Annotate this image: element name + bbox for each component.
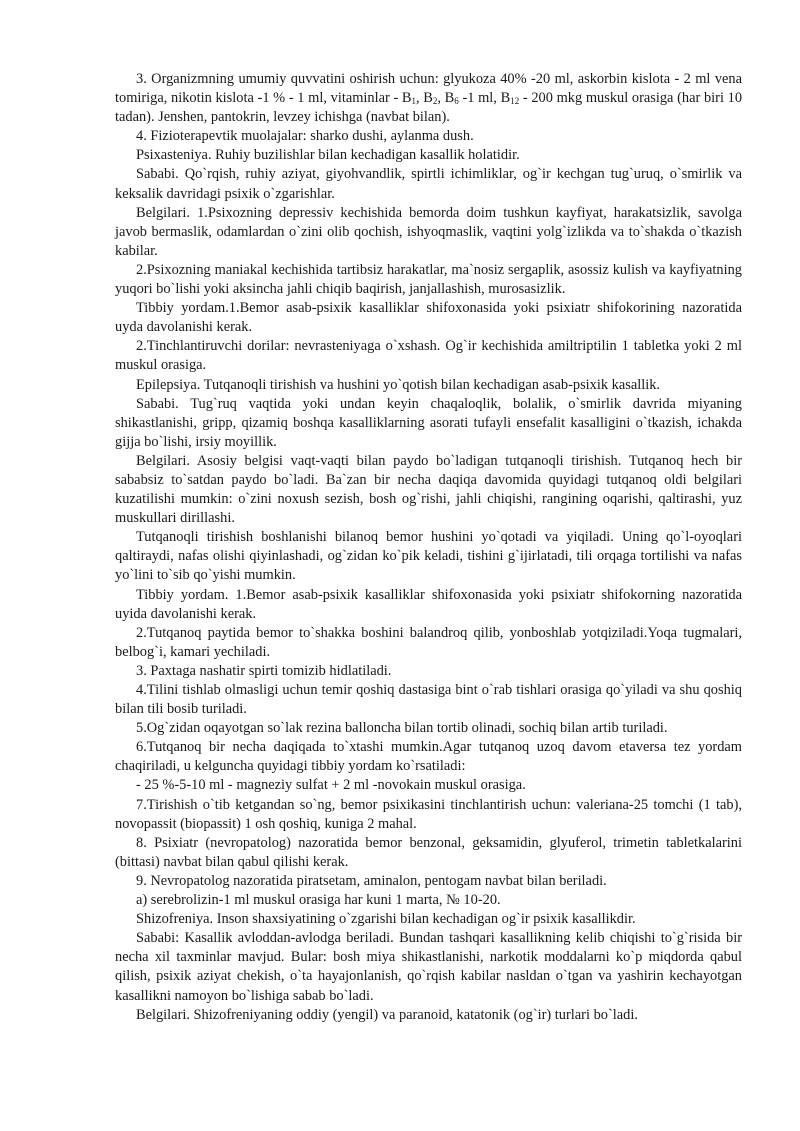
paragraph-psychasthenia-heading: Psixasteniya. Ruhiy buzilishlar bilan kechadigan kasallik holatidir. [136, 147, 520, 164]
paragraph-epilepsy-care-3: 3. Paxtaga nashatir spirti tomizib hidlatiladi. [136, 662, 392, 679]
paragraph-physiotherapy: 4. Fizioterapevtik muolajalar: sharko dushi, aylanma dush. [136, 128, 474, 145]
paragraph-epilepsy-care-4: 4.Tilini tishlab olmasligi uchun temir qoshiq dastasiga bint o`rab tishlari orasiga qo`yiladi va shu qoshiq bilan tili bosib turiladi. [115, 682, 742, 718]
paragraph-epilepsy-care-9: 9. Nevropatolog nazoratida piratsetam, aminalon, pentogam navbat bilan beriladi. [136, 872, 607, 889]
paragraph-psychasthenia-care-2: 2.Tinchlantiruvchi dorilar: nevrasteniyaga o`xshash. Og`ir kechishida amiltriptilin 1 tabletka yoki 2 ml muskul orasiga. [115, 338, 742, 374]
paragraph-psychasthenia-care-1: Tibbiy yordam.1.Bemor asab-psixik kasalliklar shifoxonasida yoki psixiatr shifokorining nazoratida uyda davolanishi kerak. [115, 300, 742, 336]
paragraph-epilepsy-care-9a: a) serebrolizin-1 ml muskul orasiga har kuni 1 marta, № 10-20. [136, 892, 501, 909]
paragraph-psychasthenia-signs-manic: 2.Psixozning maniakal kechishida tartibsiz harakatlar, ma`nosiz sergaplik, asossiz kulish va kayfiyatning yuqori bo`lishi yoki aksincha jahli chiqib baqirish, janjallashish, murosasizlik. [115, 261, 742, 298]
paragraph-epilepsy-care-8: 8. Psixiatr (nevropatolog) nazoratida bemor benzonal, geksamidin, glyuferol, trimetin tabletkalarini (bittasi) navbat bilan qabul qilishi kerak. [115, 834, 742, 870]
paragraph-epilepsy-care-dose: - 25 %-5-10 ml - magneziy sulfat + 2 ml -novokain muskul orasiga. [136, 777, 526, 794]
paragraph-schizophrenia-heading: Shizofreniya. Inson shaxsiyatining o`zgarishi bilan kechadigan og`ir psixik kasallikdir. [136, 911, 636, 928]
paragraph-epilepsy-care-5: 5.Og`zidan oqayotgan so`lak rezina ballonchа bilan tortib olinadi, sochiq bilan artib turiladi. [136, 720, 668, 737]
document-page [115, 70, 742, 1025]
paragraph-epilepsy-heading: Epilepsiya. Tutqanoqli tirishish va hushini yo`qotish bilan kechadigan asab-psixik kasallik. [136, 376, 661, 393]
paragraph-epilepsy-care-1: Tibbiy yordam. 1.Bemor asab-psixik kasalliklar shifoxonasida yoki psixiatr shifokorning nazoratida uyida davolanishi kerak. [115, 586, 742, 622]
paragraph-epilepsy-signs: Belgilari. Asosiy belgisi vaqt-vaqti bilan paydo bo`ladigan tutqanoqli tirishish. Tutqanoq hech bir sababsiz to`satdan paydo bo`ladi. Ba`zan bir necha daqiqa davomida quyidagi tutqanoq oldi belgilari kuzatilishi mumkin: o`zini noxush sezish, bosh og`rishi, jahli chiqishi, rangining oqarishi, qaltirashi, yuz muskullari dirillashi. [115, 452, 742, 527]
paragraph-schizophrenia-signs: Belgilari. Shizofreniyaning oddiy (yengil) va paranoid, katatonik (og`ir) turlari bo`ladi. [136, 1006, 638, 1023]
paragraph-vitamin-therapy: 3. Organizmning umumiy quvvatini oshirish uchun: glyukoza 40% -20 ml, askorbin kislota - 2 ml vena tomiriga, nikotin kislota -1 % - 1 ml, vitaminlar - $B_1$, $B_2$, $B_6$ -1 ml, $B_{12} - 200$ mkg muskul orasiga (har biri 10 tadan). Jenshen, pantokrin, levzey ichishga (navbat bilan). [115, 71, 743, 126]
paragraph-psychasthenia-causes: Sababi. Qo`rqish, ruhiy aziyat, giyohvandlik, spirtli ichimliklar, og`ir kechgan tug`uruq, o`smirlik va keksalik davridagi psixik o`zgarishlar. [115, 166, 742, 202]
paragraph-epilepsy-care-2: 2.Tutqanoq paytida bemor to`shakka boshini balandroq qilib, yonboshlab yotqiziladi.Yoqa tugmalari, belbog`i, kamari yechiladi. [115, 624, 742, 660]
paragraph-epilepsy-care-6: 6.Tutqanoq bir necha daqiqada to`xtashi mumkin.Agar tutqanoq uzoq davom etaversa tez yordam chaqiriladi, u kelguncha quyidagi tibbiy yordam ko`rsatiladi: [115, 739, 742, 775]
paragraph-schizophrenia-causes: Sababi: Kasallik avloddan-avlodga beriladi. Bundan tashqari kasallikning kelib chiqishi to`g`risida bir necha xil taxminlar mavjud. Bular: bosh miya shikastlanishi, narkotik moddalarni ko`p miqdorda qabul qilish, psixik aziyat chekish, o`ta hayajonlanish, qo`rqish kabilar nasldan o`tgan va yashirin kechayotgan kasallikni namoyon bo`lishiga sabab bo`ladi. [115, 930, 742, 1004]
paragraph-epilepsy-seizure: Tutqanoqli tirishish boshlanishi bilanoq bemor hushini yo`qotadi va yiqiladi. Uning qo`l-oyoqlari qaltiraydi, nafas olishi qiyinlashadi, og`zidan ko`pik keladi, tishini g`ijirlatadi, tili orqaga tortilishi va nafas yo`lini to`sib qo`yishi mumkin. [115, 529, 742, 584]
paragraph-psychasthenia-signs-depressive: Belgilari. 1.Psixozning depressiv kechishida bemorda doim tushkun kayfiyat, harakatsizlik, savolga javob bermaslik, odamlardan o`zini olib qochish, ishyoqmaslik, vaqtini yolg`izlikda va to`shakda o`tkazish kabilar. [115, 204, 742, 259]
paragraph-epilepsy-care-7: 7.Tirishish o`tib ketgandan so`ng, bemor psixikasini tinchlantirish uchun: valeriana-25 tomchi (1 tab), novopassit (biopassit) 1 osh qoshiq, kuniga 2 mahal. [115, 796, 742, 832]
paragraph-epilepsy-causes: Sababi. Tug`ruq vaqtida yoki undan keyin chaqaloqlik, bolalik, o`smirlik davrida miyaning shikastlanishi, gripp, qizamiq boshqa kasalliklarning asorati tufayli ensefalit kasalligini o`tkazish, ichakda gijja bo`lishi, irsiy moyillik. [115, 395, 742, 450]
